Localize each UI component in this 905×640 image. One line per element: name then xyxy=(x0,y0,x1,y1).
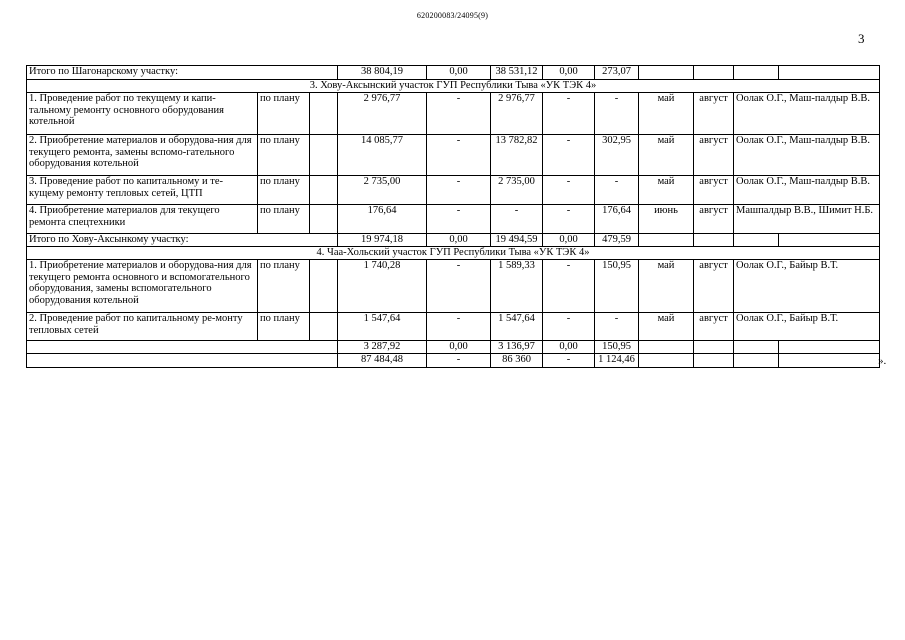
table-row: 1. Проведение работ по текущему и капи-тальному ремонту основного оборудования котельной по плану 2 976,77 - 2 976,77 - - май август Оолак О.Г., Маш-палдыр В.В. xyxy=(27,93,880,135)
section-title: 3. Хову-Аксынский участок ГУП Республики Тыва «УК ТЭК 4» xyxy=(27,80,880,93)
table-row: 2. Проведение работ по капитальному ре-монту тепловых сетей по плану 1 547,64 - 1 547,64 - - май август Оолак О.Г., Байыр В.Т. xyxy=(27,313,880,341)
page-number: 3 xyxy=(858,31,865,46)
table-row: Итого по Хову-Аксынкому участку: 19 974,18 0,00 19 494,59 0,00 479,59 xyxy=(27,234,880,247)
table-row: 1. Приобретение материалов и оборудова-ния для текущего ремонта основного и вспомогательного оборудования, замены вспомогательного оборудования котельной по плану 1 740,28 - 1 589,33 - 150,95 май август Оолак О.Г., Байыр В.Т. xyxy=(27,260,880,313)
table-row: 2. Приобретение материалов и оборудова-ния для текущего ремонта, замены вспомо-гательного оборудования котельной по плану 14 085,77 - 13 782,82 - 302,95 май август Оолак О.Г., Маш-палдыр В.В. xyxy=(27,135,880,176)
section-header xyxy=(27,247,880,260)
closing-quote-mark: ». xyxy=(878,355,887,367)
total-label: Итого по Хову-Аксынкому участку: xyxy=(27,234,338,247)
table-row: Итого по Шагонарскому участку: 38 804,19 0,00 38 531,12 0,00 273,07 xyxy=(27,66,880,80)
section-header xyxy=(27,80,880,93)
table-row: 3 287,92 0,00 3 136,97 0,00 150,95 xyxy=(27,341,880,354)
total-label: Итого по Шагонарскому участку: xyxy=(27,66,338,80)
grand-total-row: 87 484,48 - 86 360 - 1 124,46 xyxy=(27,354,880,368)
table-row: 4. Приобретение материалов для текущего ремонта спецтехники по плану 176,64 - - - 176,64 июнь август Машпалдыр В.В., Шимит Н.Б. xyxy=(27,205,880,234)
section-title: 4. Чаа-Хольский участок ГУП Республики Тыва «УК ТЭК 4» xyxy=(27,247,880,260)
document-id: 620200083/24095(9) xyxy=(416,11,489,20)
budget-table xyxy=(26,65,880,368)
table-row: 3. Проведение работ по капитальному и те-кущему ремонту тепловых сетей, ЦТП по плану 2 735,00 - 2 735,00 - - май август Оолак О.Г., Маш-палдыр В.В. xyxy=(27,176,880,205)
